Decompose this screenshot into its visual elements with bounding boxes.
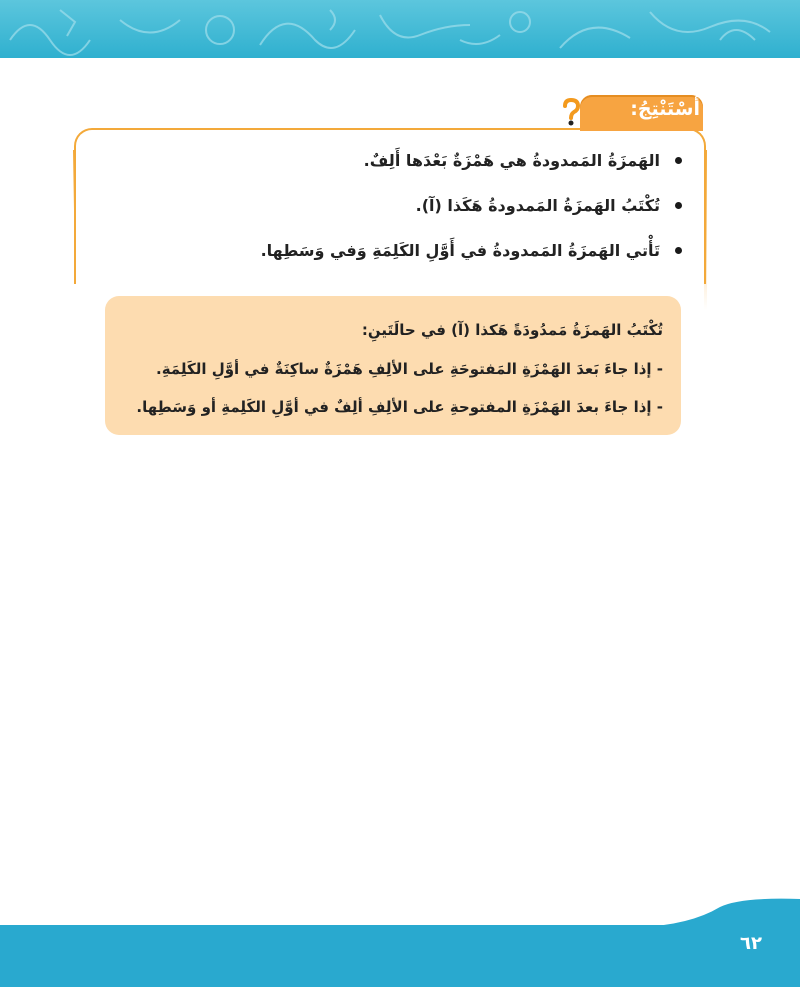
top-decorative-banner (0, 0, 800, 58)
bullet-text: تُكْتَبُ الهَمزَةُ المَمدودةُ هَكَذا (آ). (415, 196, 660, 215)
rule-title: تُكْتَبُ الهَمزَةُ مَمدُودَةً هَكذا (آ) في حالَتَينِ: (361, 321, 663, 339)
box-border-left (73, 150, 76, 210)
bullet-dot (675, 247, 682, 254)
bullet-dot (675, 157, 682, 164)
bullet-text: الهَمزَةُ المَمدودةُ هي هَمْزَةٌ بَعْدَها أَلِفٌ. (363, 151, 660, 170)
bullet-dot (675, 202, 682, 209)
list-item (110, 146, 690, 191)
box-border-right (704, 150, 707, 310)
list-item (110, 236, 690, 281)
bottom-band (0, 925, 800, 987)
rule-line: - إذا جاءَ بعدَ الهَمْزَةِ المفتوحةِ على الألِفِ ألِفٌ في أوَّلِ الكَلِمةِ أو وَسَطِها. (136, 398, 663, 416)
rule-box (105, 296, 681, 435)
rule-line: - إذا جاءَ بَعدَ الهَمْزَةِ المَفتوحَةِ على الألِفِ هَمْزَةٌ ساكِنَةٌ في أوَّلِ الكَلِمَةِ. (156, 360, 663, 378)
list-item (110, 191, 690, 236)
calligraphy-pattern (0, 0, 800, 58)
question-mark-icon (559, 98, 583, 126)
bullet-text: تَأْتي الهَمزَةُ المَمدودةُ في أَوَّلِ الكَلِمَةِ وَفي وَسَطِها. (260, 241, 660, 260)
conclusion-bullets (110, 146, 690, 281)
section-title: أَسْتَنْتِجُ: (630, 98, 700, 120)
page-number: ٦٢ (740, 933, 762, 954)
bottom-wave (0, 895, 800, 927)
